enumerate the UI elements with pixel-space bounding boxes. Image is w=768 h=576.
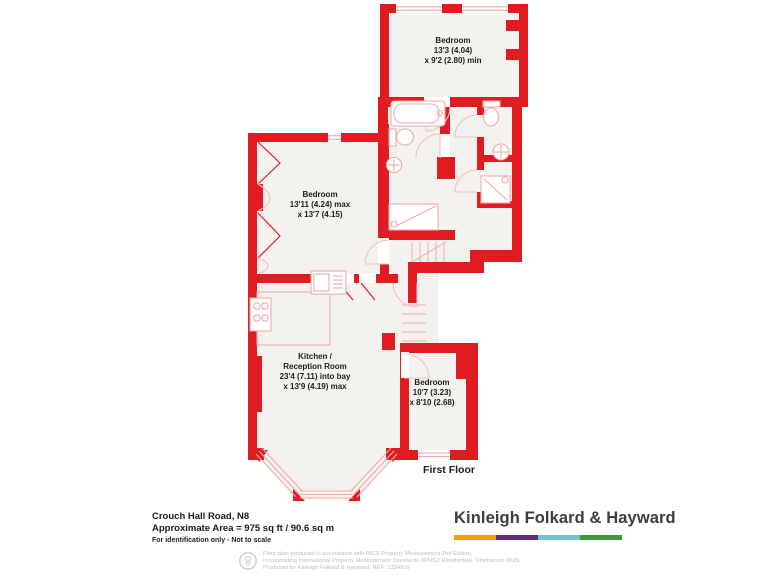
basin-bathroom <box>387 158 402 173</box>
room-dim: 23'4 (7.11) into bay <box>279 372 351 381</box>
fineprint-line: Floor plan produced in accordance with RICS Property Measurement 2nd Edition, <box>263 551 473 557</box>
toilet-wc <box>483 101 500 126</box>
brand-color-bar <box>454 535 622 540</box>
address-block <box>152 511 334 546</box>
room-label-bedroom-top <box>424 36 481 66</box>
room-dim: 10'7 (3.23) <box>412 388 452 397</box>
room-dim: 13'3 (4.04) <box>433 46 473 55</box>
fineprint-line: Incorporating International Property Measurement Standards (IPMS2 Residential). ©nichecom 2025. <box>263 558 521 565</box>
room-label-bedroom-bottom <box>409 378 454 408</box>
room-dim: x 13'7 (4.15) <box>297 210 343 219</box>
kitchen-sink <box>311 271 346 294</box>
room-name: Kitchen / <box>298 352 332 361</box>
room-name: Reception Room <box>283 362 347 371</box>
toilet-bathroom <box>389 129 414 146</box>
brand-bar-orange <box>454 535 496 540</box>
room-label-bedroom-middle <box>290 190 351 220</box>
brand-bar-purple <box>496 535 538 540</box>
fineprint-block <box>263 551 521 573</box>
shower-wc <box>481 176 510 203</box>
brand-block <box>454 509 676 540</box>
room-label-kitchen-reception <box>280 352 351 392</box>
room-name: Bedroom <box>414 378 450 387</box>
fineprint-line: Produced for Kinleigh Folkard & Hayward. REF: 1334919 <box>263 565 410 572</box>
address-line: Crouch Hall Road, N8 <box>152 511 250 522</box>
room-dim: x 8'10 (2.68) <box>409 398 455 407</box>
room-name: Bedroom <box>435 36 471 45</box>
bathtub <box>391 101 445 126</box>
kitchen-hob <box>250 298 271 331</box>
room-dim: x 9'2 (2.80) min <box>424 56 482 65</box>
area-line: Approximate Area = 975 sq ft / 90.6 sq m <box>152 523 335 534</box>
shower-bathroom <box>389 204 438 230</box>
brand-bar-teal <box>538 535 580 540</box>
disclaimer-line: For identification only - Not to scale <box>152 537 272 544</box>
room-dim: x 13'9 (4.19) max <box>283 382 347 391</box>
floor-label: First Floor <box>423 464 475 476</box>
room-dim: 13'11 (4.24) max <box>289 200 351 209</box>
basin-wc <box>493 144 509 160</box>
room-name: Bedroom <box>302 190 338 199</box>
brand-bar-green <box>580 535 622 540</box>
brand-name: Kinleigh Folkard & Hayward <box>454 509 676 527</box>
nichecom-logo-icon <box>238 551 258 571</box>
